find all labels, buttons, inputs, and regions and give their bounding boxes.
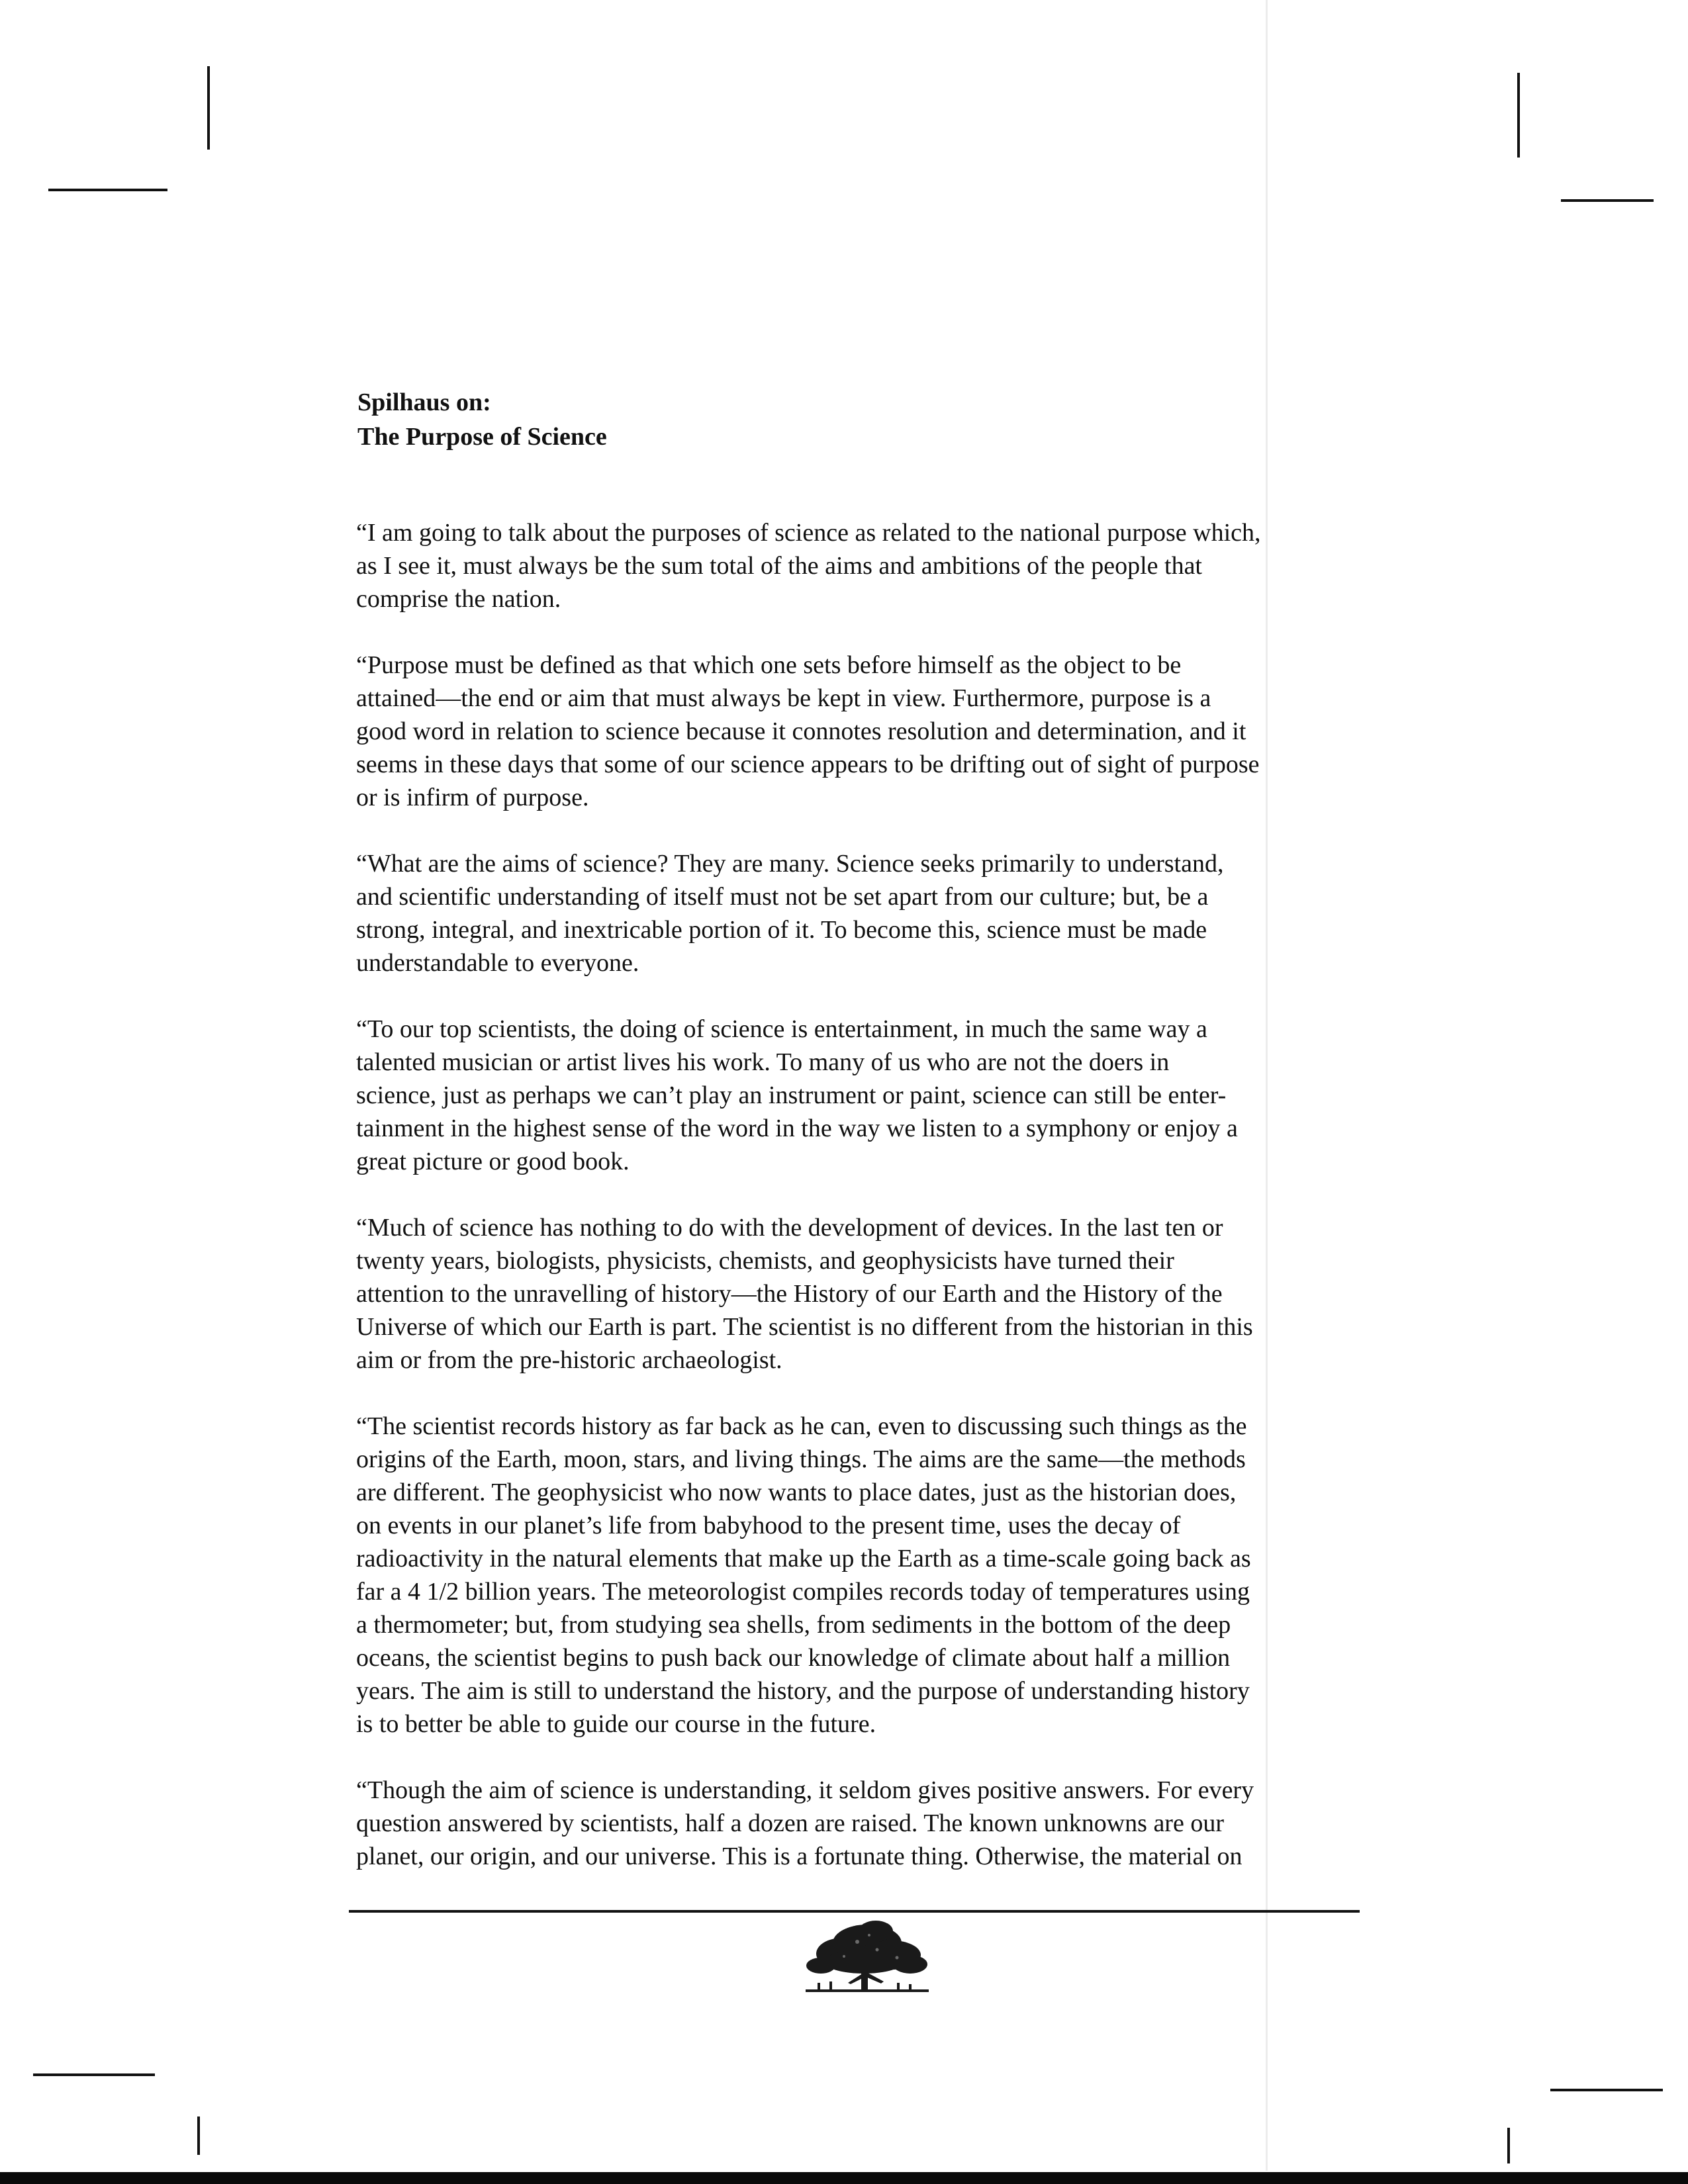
- text-line: seems in these days that some of our science appears to be drifting out of sight of purpose: [356, 751, 1260, 778]
- crop-mark-top-right-vertical: [1517, 73, 1520, 158]
- text-line: Universe of which our Earth is part. The scientist is no different from the historian in this: [356, 1313, 1253, 1341]
- heading-title: The Purpose of Science: [357, 423, 607, 451]
- paragraph-4: [356, 1013, 1368, 1178]
- scan-bottom-edge: [0, 2172, 1688, 2184]
- document-heading: [357, 385, 607, 454]
- text-line: tainment in the highest sense of the word in the way we listen to a symphony or enjoy a: [356, 1115, 1238, 1142]
- text-line: strong, integral, and inextricable portion of it. To become this, science must be made: [356, 916, 1207, 944]
- crop-mark-top-left-vertical: [207, 66, 210, 150]
- text-line: on events in our planet’s life from babyhood to the present time, uses the decay of: [356, 1512, 1181, 1539]
- text-line: years. The aim is still to understand the history, and the purpose of understanding history: [356, 1677, 1250, 1705]
- text-line: “What are the aims of science? They are many. Science seeks primarily to understand,: [356, 850, 1224, 878]
- text-line: understandable to everyone.: [356, 949, 639, 977]
- crop-mark-top-right-horizontal: [1561, 199, 1654, 202]
- text-line: “Much of science has nothing to do with the development of devices. In the last ten or: [356, 1214, 1223, 1242]
- paragraph-7: [356, 1774, 1368, 1873]
- paragraph-1: [356, 516, 1368, 615]
- text-line: a thermometer; but, from studying sea shells, from sediments in the bottom of the deep: [356, 1611, 1231, 1639]
- text-line: “I am going to talk about the purposes of science as related to the national purpose which,: [356, 519, 1261, 547]
- text-line: talented musician or artist lives his work. To many of us who are not the doers in: [356, 1048, 1170, 1076]
- paragraph-6: [356, 1410, 1368, 1741]
- text-line: oceans, the scientist begins to push back our knowledge of climate about half a million: [356, 1644, 1231, 1672]
- crop-mark-bottom-right-horizontal: [1550, 2089, 1663, 2091]
- text-line: comprise the nation.: [356, 585, 561, 613]
- text-line: is to better be able to guide our course in the future.: [356, 1710, 876, 1738]
- crop-mark-bottom-left-vertical: [197, 2116, 200, 2155]
- text-line: twenty years, biologists, physicists, chemists, and geophysicists have turned their: [356, 1247, 1174, 1275]
- tree-icon: [798, 1917, 937, 2003]
- text-line: planet, our origin, and our universe. This is a fortunate thing. Otherwise, the material on: [356, 1843, 1243, 1870]
- crop-mark-bottom-left-horizontal: [33, 2073, 155, 2076]
- text-line: attention to the unravelling of history—the History of our Earth and the History of the: [356, 1280, 1223, 1308]
- text-line: good word in relation to science because it connotes resolution and determination, and it: [356, 717, 1246, 745]
- text-line: “To our top scientists, the doing of science is entertainment, in much the same way a: [356, 1015, 1207, 1043]
- crop-mark-top-left-horizontal: [48, 189, 167, 191]
- heading-attribution: Spilhaus on:: [357, 388, 491, 416]
- text-line: far a 4 1/2 billion years. The meteorologist compiles records today of temperatures using: [356, 1578, 1250, 1606]
- text-line: and scientific understanding of itself must not be set apart from our culture; but, be a: [356, 883, 1209, 911]
- text-line: are different. The geophysicist who now wants to place dates, just as the historian does,: [356, 1479, 1237, 1506]
- text-line: aim or from the pre-historic archaeologist.: [356, 1346, 782, 1374]
- text-line: radioactivity in the natural elements that make up the Earth as a time-scale going back as: [356, 1545, 1251, 1572]
- text-line: as I see it, must always be the sum total of the aims and ambitions of the people that: [356, 552, 1202, 580]
- paragraph-2: [356, 649, 1368, 814]
- text-line: “Though the aim of science is understanding, it seldom gives positive answers. For every: [356, 1776, 1254, 1804]
- text-line: great picture or good book.: [356, 1148, 630, 1175]
- text-line: origins of the Earth, moon, stars, and living things. The aims are the same—the methods: [356, 1445, 1246, 1473]
- text-line: or is infirm of purpose.: [356, 784, 589, 811]
- paragraph-5: [356, 1211, 1368, 1377]
- text-line: science, just as perhaps we can’t play an instrument or paint, science can still be enter-: [356, 1081, 1227, 1109]
- footer-rule: [349, 1910, 1360, 1913]
- text-line: “The scientist records history as far back as he can, even to discussing such things as the: [356, 1412, 1247, 1440]
- crop-mark-bottom-right-vertical: [1507, 2128, 1510, 2163]
- text-line: “Purpose must be defined as that which one sets before himself as the object to be: [356, 651, 1182, 679]
- text-line: question answered by scientists, half a dozen are raised. The known unknowns are our: [356, 1809, 1224, 1837]
- document-body: [356, 516, 1368, 1873]
- paragraph-3: [356, 847, 1368, 979]
- text-line: attained—the end or aim that must always be kept in view. Furthermore, purpose is a: [356, 684, 1211, 712]
